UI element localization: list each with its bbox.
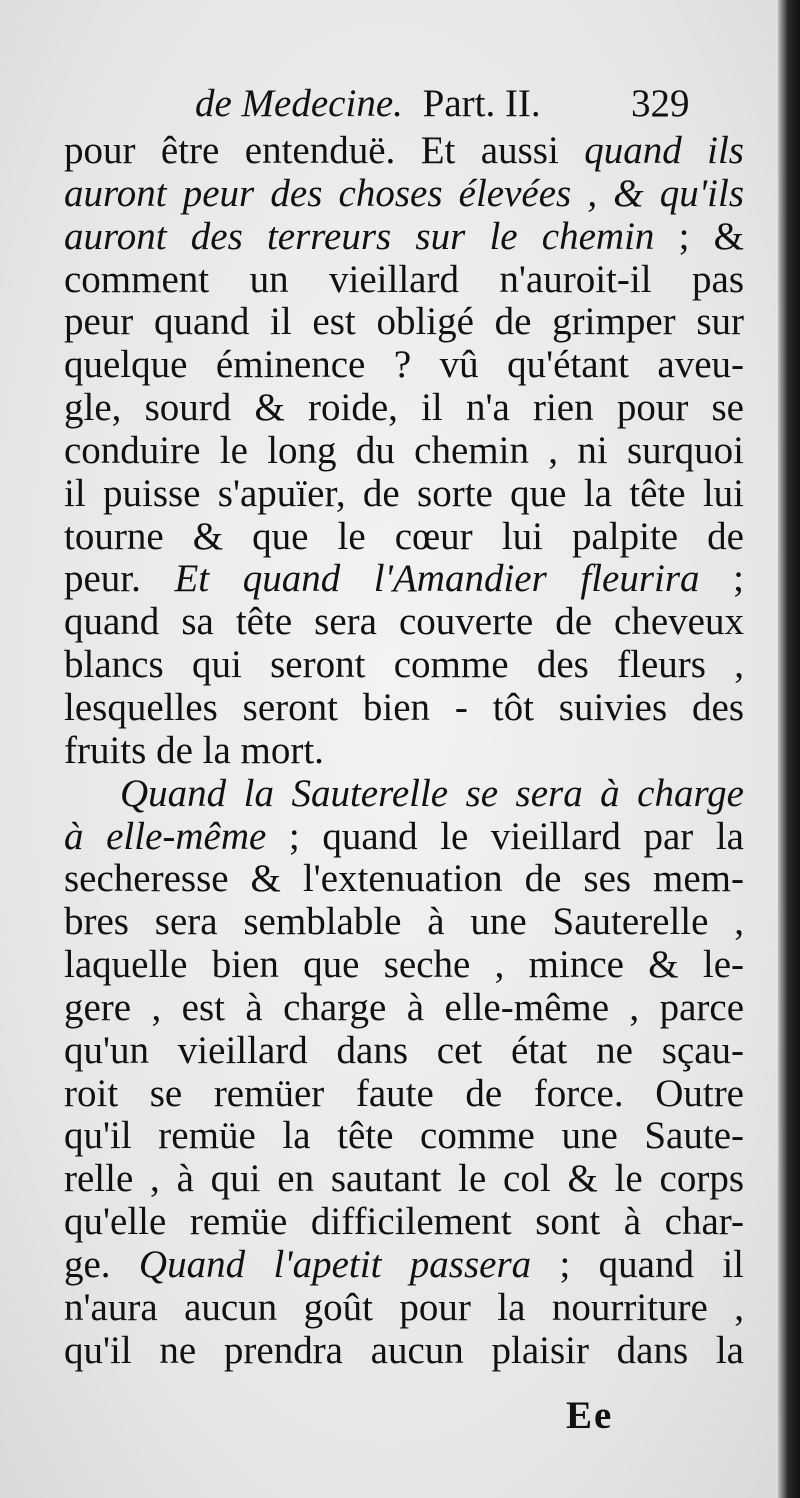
text-line [64,1030,744,1073]
text-segment: qu'elle remüe difficilement sont à char- [64,1200,744,1244]
text-segment: il puisse s'apuïer, de sorte que la tête lui [64,471,744,515]
italic-segment: quand ils [584,129,744,172]
text-segment: relle , à qui en sautant le col & le corps [64,1157,744,1201]
text-line [64,1244,744,1287]
italic-segment: Quand l'apetit passera [138,1242,532,1286]
italic-segment: auront peur des choses élevées , & qu'ils [64,171,744,215]
text-segment: lesquelles seront bien - tôt suivies des [64,685,744,729]
text-line [64,130,744,173]
text-line [64,901,744,944]
text-line [64,430,744,473]
text-segment: pour être entenduë. Et aussi [64,129,585,172]
text-segment: fruits de la mort. [64,728,324,772]
text-segment: ; quand le vieillard par la [266,814,744,858]
text-segment: secheresse & l'extenuation de ses mem- [64,857,744,901]
text-line [64,816,744,859]
part-label: Part. II. [422,82,541,125]
text-line [64,1115,744,1158]
text-segment: qu'il ne prendra aucun plaisir dans la [64,1328,744,1372]
text-segment: ; & [654,214,745,258]
page-edge-shadow [778,0,800,1498]
text-line [64,216,744,259]
italic-segment: Quand la Sauterelle se sera à charge [120,771,744,815]
italic-segment: Et quand l'Amandier fleurira [174,557,700,601]
text-segment: quand sa tête sera couverte de cheveux [64,600,744,644]
text-segment: qu'il remüe la tête comme une Saute- [64,1114,744,1158]
text-line [64,301,744,344]
text-line [64,1073,744,1116]
text-line [64,473,744,516]
text-line [64,173,744,216]
text-line [64,773,744,816]
text-segment: comment un vieillard n'auroit-il pas [64,257,744,301]
text-line [64,344,744,387]
running-title: de Medecine. [195,82,403,125]
text-line [64,1287,744,1330]
body-text [64,130,744,1372]
text-segment: laquelle bien que seche , mince & le- [64,943,744,987]
text-line [64,558,744,601]
text-line [64,387,744,430]
text-line [64,987,744,1030]
page-number: 329 [631,82,690,125]
text-line [64,1330,744,1373]
text-segment: gle, sourd & roide, il n'a rien pour se [64,386,744,430]
text-line [64,687,744,730]
italic-segment: auront des terreurs sur le chemin [64,214,655,258]
running-header [195,82,755,126]
text-line [64,1158,744,1201]
text-segment: qu'un vieillard dans cet état ne sçau- [64,1028,744,1072]
text-segment: peur. [64,557,175,601]
text-segment: quelque éminence ? vû qu'étant aveu- [64,343,744,387]
text-segment: ; quand il [531,1242,744,1286]
text-line [64,944,744,987]
text-segment: n'aura aucun goût pour la nourriture , [64,1285,744,1329]
text-segment: gere , est à charge à elle-même , parce [64,985,744,1029]
text-segment: blancs qui seront comme des fleurs , [64,643,744,687]
text-line [64,259,744,302]
text-line [64,858,744,901]
catchword: Ee [566,1394,614,1437]
text-segment: conduire le long du chemin , ni surquoi [64,428,744,472]
text-line [64,730,744,773]
italic-segment: à elle-même [64,814,267,858]
text-line [64,644,744,687]
text-segment: bres sera semblable à une Sauterelle , [64,900,744,944]
text-segment: peur quand il est obligé de grimper sur [64,300,744,344]
text-segment: ; [699,557,744,601]
text-line [64,1201,744,1244]
text-line [64,601,744,644]
text-line [64,516,744,559]
text-segment: ge. [64,1242,139,1286]
text-segment: tourne & que le cœur lui palpite de [64,514,744,558]
text-segment: roit se remüer faute de force. Outre [64,1071,744,1115]
